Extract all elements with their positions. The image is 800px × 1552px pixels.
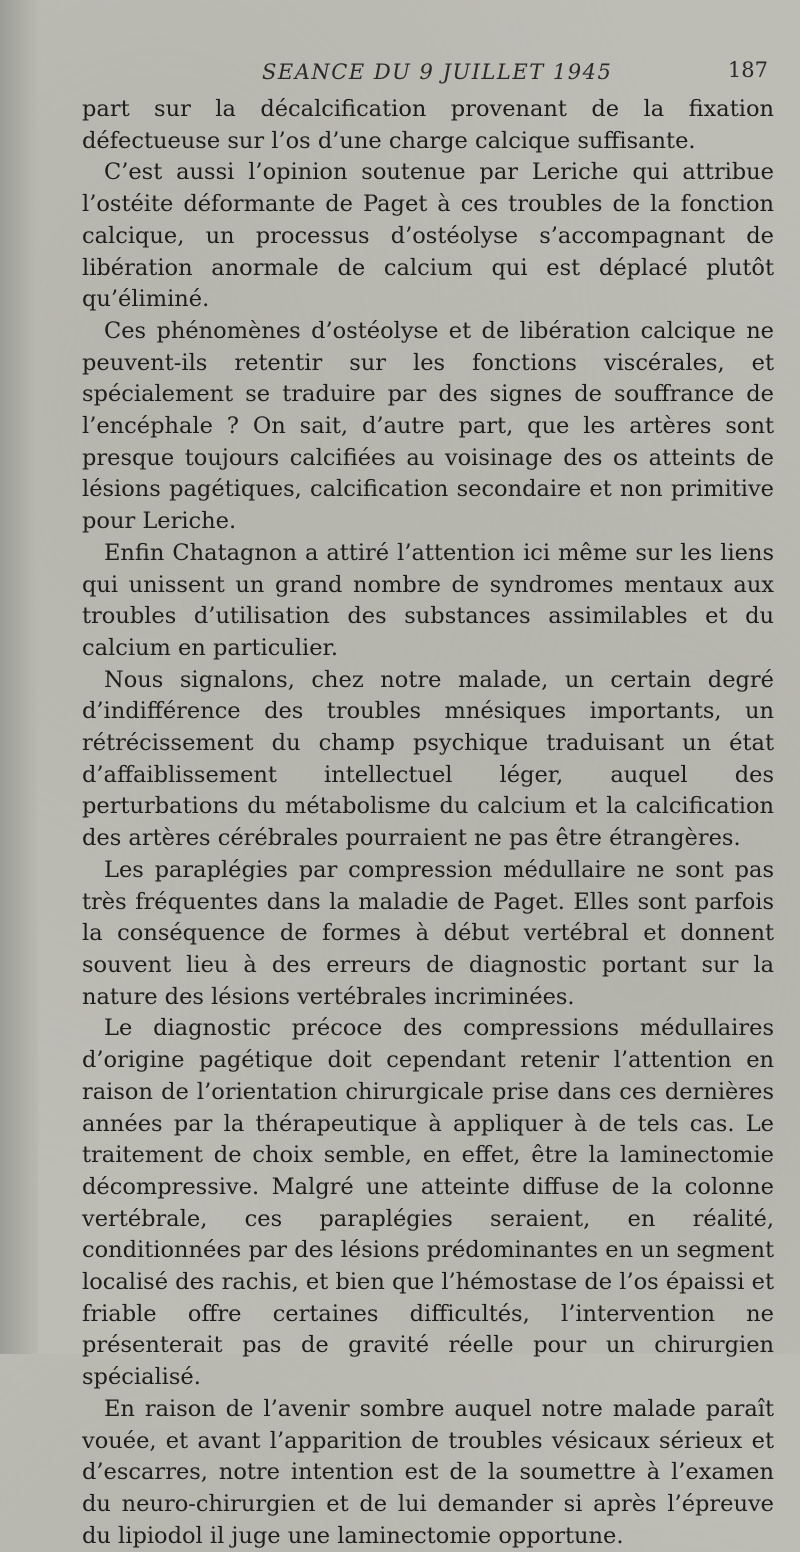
running-head: SEANCE DU 9 JUILLET 1945 bbox=[262, 60, 613, 84]
page-number: 187 bbox=[727, 58, 768, 82]
paragraph-6: Les paraplégies par compression médullaire ne sont pas très fréquentes dans la maladie de Paget. Elles sont parfois la conséquence de formes à début vertébral et donnent souvent lieu à des erreurs de diagnostic portant sur la nature des lésions vertébrales incriminées. bbox=[82, 856, 774, 1010]
paragraph-7: Le diagnostic précoce des compressions médullaires d’origine pagétique doit cependant retenir l’attention en raison de l’orientation chirurgicale prise dans ces dernières années par la thérapeutique à appliquer à de tels cas. Le traitement de choix semble, en effet, être la laminectomie décompressive. Malgré une atteinte diffuse de la colonne vertébrale, ces paraplégies seraient, en réalité, conditionnées par des lésions prédominantes en un segment localisé des rachis, et bien que l’hémostase de l’os épaissi et friable offre certaines difficultés, l’intervention ne présenterait pas de gravité réelle pour un chirurgien spécialisé. bbox=[82, 1015, 774, 1391]
document-page bbox=[82, 52, 774, 1552]
page-edge-shadow bbox=[0, 0, 38, 1354]
page-header bbox=[82, 52, 774, 94]
paragraph-8: En raison de l’avenir sombre auquel notre malade paraît vouée, et avant l’apparition de troubles vésicaux sérieux et d’escarres, notre intention est de la soumettre à l’examen du neuro-chirurgien et de lui demander si après l’épreuve du lipiodol il juge une laminectomie opportune. bbox=[82, 1395, 774, 1549]
paragraph-1: part sur la décalcification provenant de la fixation défectueuse sur l’os d’une charge calcique suffisante. bbox=[82, 96, 774, 154]
paragraph-3: Ces phénomènes d’ostéolyse et de libération calcique ne peuvent-ils retentir sur les fonctions viscérales, et spécialement se traduire par des signes de souffrance de l’encéphale ? On sait, d’autre part, que les artères sont presque toujours calcifiées au voisinage des os atteints de lésions pagétiques, calcification secondaire et non primitive pour Leriche. bbox=[82, 317, 774, 535]
paragraph-5: Nous signalons, chez notre malade, un certain degré d’indifférence des troubles mnésiques importants, un rétrécissement du champ psychique traduisant un état d’affaiblissement intellectuel léger, auquel des perturbations du métabolisme du calcium et la calcification des artères cérébrales pourraient ne pas être étrangères. bbox=[82, 666, 774, 852]
paragraph-2: C’est aussi l’opinion soutenue par Leriche qui attribue l’ostéite déformante de Paget à ces troubles de la fonction calcique, un processus d’ostéolyse s’accompagnant de libération anormale de calcium qui est déplacé plutôt qu’éliminé. bbox=[82, 159, 774, 313]
paragraph-4: Enfin Chatagnon a attiré l’attention ici même sur les liens qui unissent un grand nombre de syndromes mentaux aux troubles d’utilisation des substances assimilables et du calcium en particulier. bbox=[82, 539, 774, 661]
